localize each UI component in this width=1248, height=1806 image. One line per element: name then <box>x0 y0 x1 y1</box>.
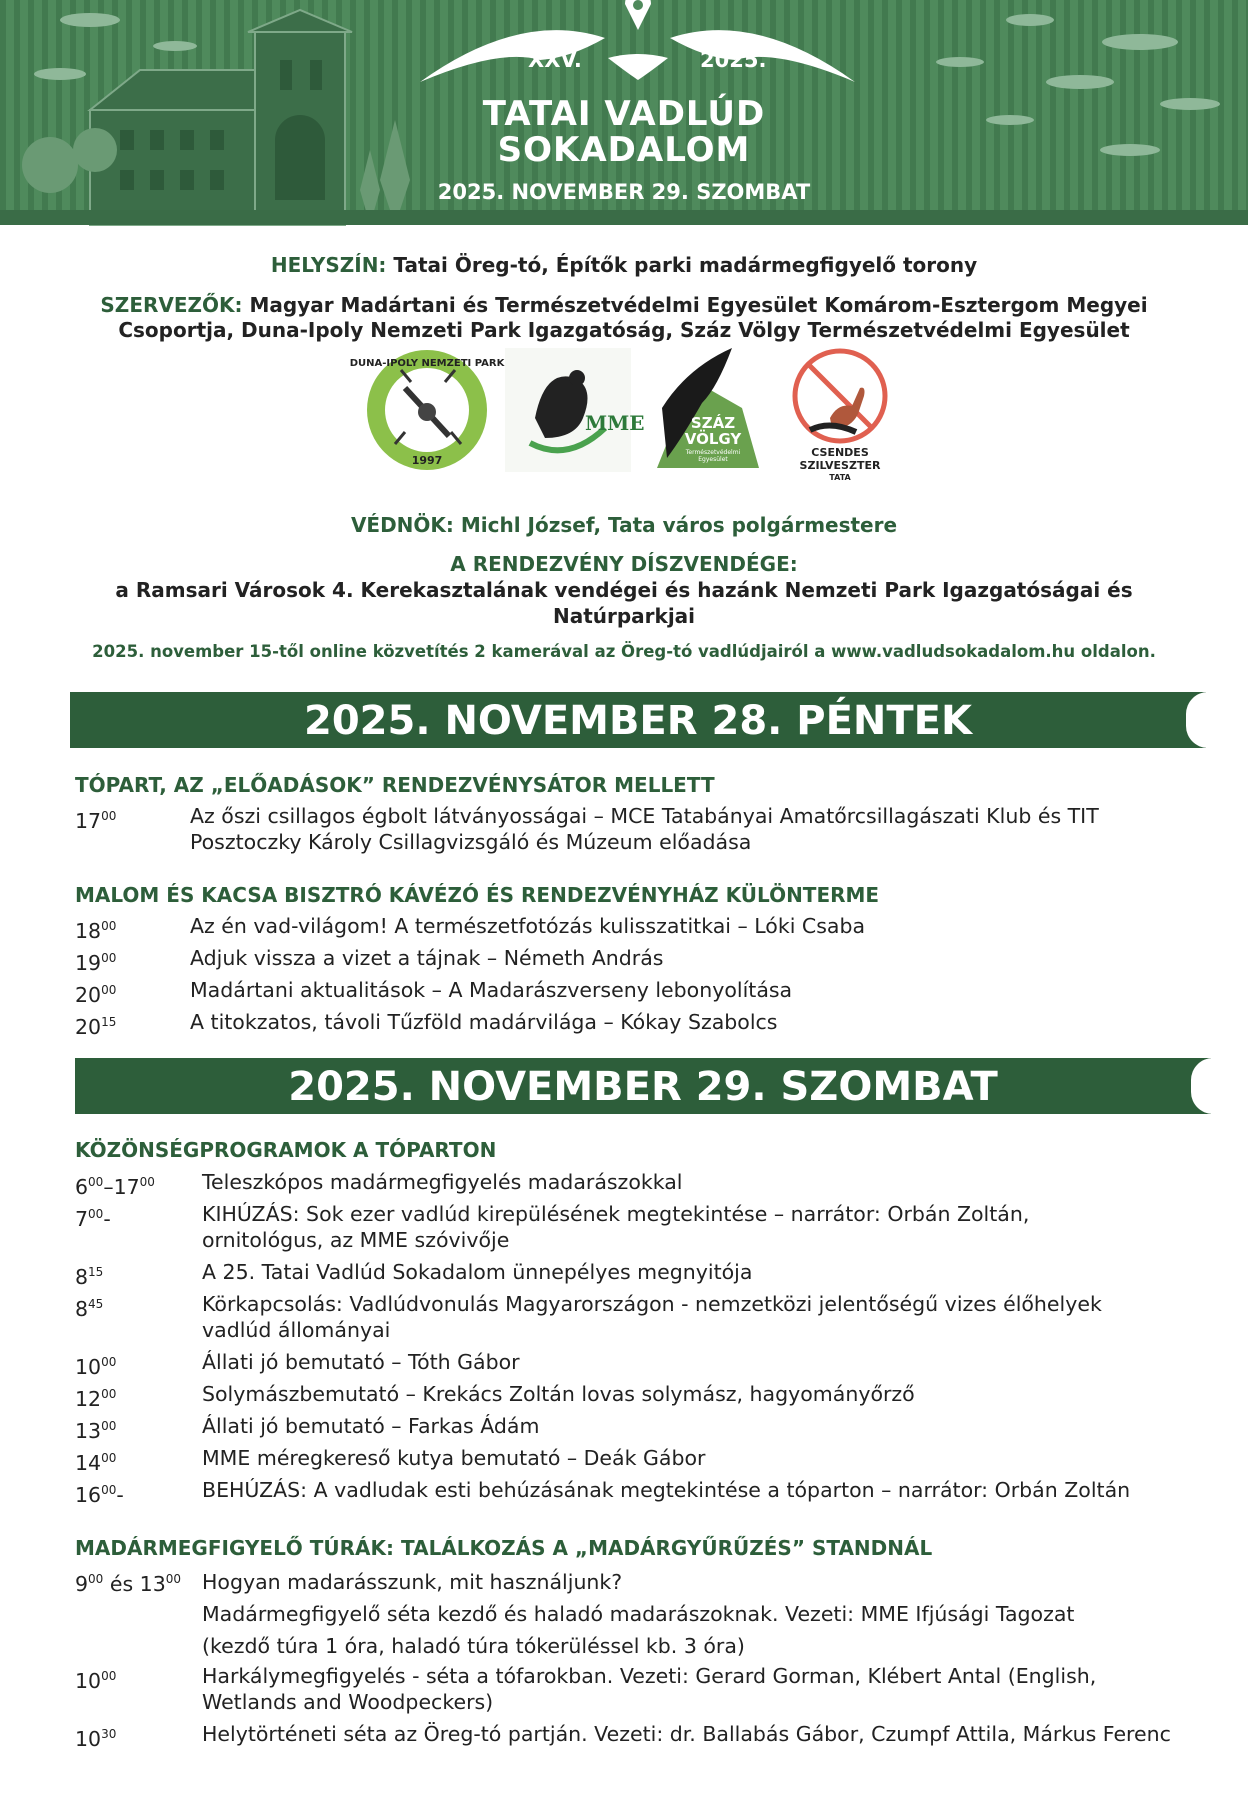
row-time: $10^{00}$ <box>75 1354 117 1379</box>
bar-notch <box>1191 1058 1213 1114</box>
row-desc: Teleszkópos madármegfigyelés madarászokkal <box>202 1170 683 1194</box>
day2-title: 2025. NOVEMBER 29. SZOMBAT <box>288 1064 998 1110</box>
csendes-line3: TATA <box>829 473 851 482</box>
row-time: $7^{00}-$ <box>75 1206 111 1231</box>
row-desc: Körkapcsolás: Vadlúdvonulás Magyarországon - nemzetközi jelentőségű vizes élőhelyek vadlúd állományai <box>202 1292 1102 1342</box>
event-title-line2: SOKADALOM <box>497 130 751 170</box>
schedule-row <box>75 1291 1205 1343</box>
bar-notch <box>1186 692 1208 748</box>
row-time: $6^{00}-17^{00}$ <box>75 1174 155 1199</box>
row-desc: MME méregkereső kutya bemutató – Deák Gábor <box>202 1446 706 1470</box>
csendes-line2: SZILVESZTER <box>799 459 881 472</box>
row-time: $19^{00}$ <box>75 950 117 975</box>
stream-note: 2025. november 15-től online közvetítés 2 kamerával az Öreg-tó vadlúdjairól a www.vadludsokadalom.hu oldalon. <box>92 642 1156 661</box>
row-desc: Harkálymegfigyelés - séta a tófarokban. Vezeti: Gerard Gorman, Klébert Antal (English, Wetlands and Woodpeckers) <box>202 1664 1097 1714</box>
guests-line-1: a Ramsari Városok 4. Kerekasztalának vendégei és hazánk Nemzeti Park Igazgatóságai és <box>115 578 1133 602</box>
schedule-row <box>75 1445 1205 1475</box>
row-time: $20^{00}$ <box>75 982 117 1007</box>
venue-line <box>0 253 1248 277</box>
schedule-row <box>75 1477 1205 1507</box>
row-desc: Madártani aktualitások – A Madarászverseny lebonyolítása <box>190 978 793 1002</box>
row-time: $8^{45}$ <box>75 1296 104 1321</box>
patron-line <box>0 513 1248 537</box>
day2-venue1-heading: KÖZÖNSÉGPROGRAMOK A TÓPARTON <box>75 1138 497 1162</box>
row-time: $13^{00}$ <box>75 1418 117 1443</box>
row-time: $18^{00}$ <box>75 918 117 943</box>
szaz-volgy-line2: VÖLGY <box>684 430 742 448</box>
venue-value: Tatai Öreg-tó, Építők parki madármegfigyelő torony <box>393 253 978 277</box>
edition-label: XXV. <box>528 48 582 72</box>
schedule-row <box>75 977 1195 1007</box>
duna-ipoly-logo-year: 1997 <box>411 454 443 467</box>
event-title-line1: TATAI VADLÚD <box>482 94 766 134</box>
day1-title-bar <box>70 692 1206 748</box>
row-time: $10^{00}$ <box>75 1668 117 1693</box>
mme-logo-text: MME <box>585 411 645 435</box>
row-desc: A 25. Tatai Vadlúd Sokadalom ünnepélyes megnyitója <box>202 1260 753 1284</box>
schedule-row <box>75 945 1195 975</box>
row-time: $8^{15}$ <box>75 1264 104 1289</box>
schedule-row <box>75 1169 1205 1199</box>
row-desc: KIHÚZÁS: Sok ezer vadlúd kirepülésének megtekintése – narrátor: Orbán Zoltán, ornitológus, az MME szóvivője <box>202 1202 1030 1252</box>
row-desc: Solymászbemutató – Krekács Zoltán lovas solymász, hagyományőrző <box>202 1382 915 1406</box>
organizers-line-2: Csoportja, Duna-Ipoly Nemzeti Park Igazgatóság, Száz Völgy Természetvédelmi Egyesület <box>118 318 1130 342</box>
duna-ipoly-logo-text: DUNA-IPOLY NEMZETI PARK <box>349 358 505 369</box>
csendes-szilveszter-logo <box>780 348 900 488</box>
szaz-volgy-sub1: Természetvédelmi <box>685 449 741 456</box>
schedule-row <box>75 803 1195 857</box>
schedule-row <box>75 1566 1205 1658</box>
organizers-value-1: Magyar Madártani és Természetvédelmi Egyesület Komárom-Esztergom Megyei <box>249 293 1148 317</box>
edition-year: 2025. <box>700 48 767 72</box>
row-time: $20^{15}$ <box>75 1014 117 1039</box>
day2-venue2-heading: MADÁRMEGFIGYELŐ TÚRÁK: TALÁLKOZÁS A „MADÁRGYŰRŰZÉS” STANDNÁL <box>75 1536 933 1560</box>
row-time: $12^{00}$ <box>75 1386 117 1411</box>
szaz-volgy-line1: SZÁZ <box>690 414 736 432</box>
row-desc: Az én vad-világom! A természetfotózás kulisszatitkai – Lóki Csaba <box>190 914 866 938</box>
row-desc: Helytörténeti séta az Öreg-tó partján. Vezeti: dr. Ballabás Gábor, Czumpf Attila, Márkus Ferenc <box>202 1722 1171 1746</box>
row-time: $10^{30}$ <box>75 1726 117 1751</box>
schedule-row <box>75 1201 1205 1253</box>
schedule-row <box>75 1259 1205 1289</box>
row-time: $17^{00}$ <box>75 808 117 833</box>
partner-logos <box>349 348 920 488</box>
day2-title-bar <box>75 1058 1211 1114</box>
header-banner <box>0 0 1248 225</box>
duna-ipoly-logo <box>349 348 505 472</box>
organizers-label: SZERVEZŐK: <box>100 293 243 317</box>
row-desc: Az őszi csillagos égbolt látványosságai – MCE Tatabányai Amatőrcsillagászati Klub és TIT Posztoczky Károly Csillagvizsgáló és Múzeum előadása <box>190 804 1099 854</box>
szaz-volgy-sub2: Egyesület <box>698 456 728 463</box>
row-time: $9^{00}$ és $13^{00}$ <box>75 1571 182 1596</box>
row-desc: Állati jó bemutató – Farkas Ádám <box>202 1414 540 1438</box>
schedule-row <box>75 1413 1205 1443</box>
event-date: 2025. NOVEMBER 29. SZOMBAT <box>437 180 811 204</box>
organizers-line-1 <box>0 293 1248 317</box>
row-time: $16^{00}-$ <box>75 1482 124 1507</box>
row-desc: BEHÚZÁS: A vadludak esti behúzásának megtekintése a tóparton – narrátor: Orbán Zoltán <box>202 1478 1131 1502</box>
schedule-row <box>75 913 1195 943</box>
mme-logo <box>505 348 645 472</box>
szaz-volgy-logo <box>647 348 765 472</box>
row-desc: Hogyan madarásszunk, mit használjunk? Madármegfigyelő séta kezdő és haladó madarászoknak. Vezeti: MME Ifjúsági Tagozat (kezdő túra 1 óra, haladó túra tókerüléssel kb. 3 óra) <box>202 1570 1075 1658</box>
venue-label: HELYSZÍN: <box>270 253 387 277</box>
schedule-row <box>75 1349 1205 1379</box>
schedule-row <box>75 1009 1195 1039</box>
row-desc: Adjuk vissza a vizet a tájnak – Németh András <box>190 946 664 970</box>
guests-heading: A RENDEZVÉNY DÍSZVENDÉGE: <box>450 552 798 576</box>
guests-line-2: Natúrparkjai <box>552 604 696 628</box>
day1-title: 2025. NOVEMBER 28. PÉNTEK <box>304 698 972 744</box>
patron-value: Michl József, Tata város polgármestere <box>460 513 898 537</box>
schedule-row <box>75 1381 1205 1411</box>
patron-label: VÉDNÖK: <box>350 513 454 537</box>
row-desc: A titokzatos, távoli Tűzföld madárvilága – Kókay Szabolcs <box>190 1010 778 1034</box>
schedule-row <box>75 1663 1205 1715</box>
day1-venue1-heading: TÓPART, AZ „ELŐADÁSOK” RENDEZVÉNYSÁTOR MELLETT <box>75 773 715 797</box>
schedule-row <box>75 1721 1205 1751</box>
csendes-line1: CSENDES <box>811 446 869 459</box>
row-desc: Állati jó bemutató – Tóth Gábor <box>202 1350 520 1374</box>
day1-venue2-heading: MALOM ÉS KACSA BISZTRÓ KÁVÉZÓ ÉS RENDEZVÉNYHÁZ KÜLÖNTERME <box>75 883 880 907</box>
row-time: $14^{00}$ <box>75 1450 117 1475</box>
